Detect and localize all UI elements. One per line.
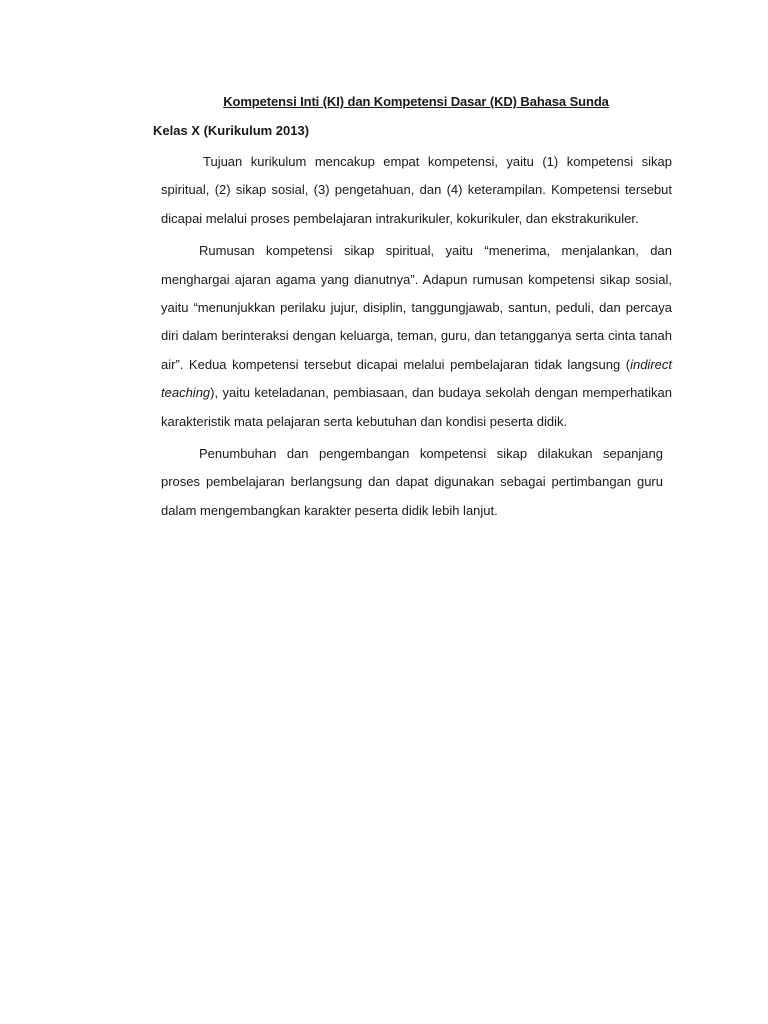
paragraph-1: Tujuan kurikulum mencakup empat kompetensi, yaitu (1) kompetensi sikap spiritual, (2) sikap sosial, (3) pengetahuan, dan (4) keterampilan. Kompetensi tersebut dicapai melalui proses pembelajaran intrakurikuler, kokurikuler, dan ekstrakurikuler. xyxy=(161,154,672,226)
paragraph-2-text-start: Rumusan kompetensi sikap spiritual, yaitu “menerima, menjalankan, dan menghargai ajaran agama yang dianutnya”. Adapun rumusan kompetensi sikap sosial, yaitu “menunjukkan perilaku jujur, disiplin, tanggungjawab, santun, peduli, dan percaya diri dalam berinteraksi dengan keluarga, teman, guru, dan tetangganya serta cinta tanah air”. Kedua kompetensi tersebut dicapai melalui pembelajaran tidak langsung ( xyxy=(161,243,672,372)
document-title: Kompetensi Inti (KI) dan Kompetensi Dasar (KD) Bahasa Sunda xyxy=(223,94,609,109)
paragraph-2-italic-term: indirect teaching xyxy=(161,356,672,401)
paragraph-2 xyxy=(161,237,672,436)
paragraph-3: Penumbuhan dan pengembangan kompetensi sikap dilakukan sepanjang proses pembelajaran berlangsung dan dapat digunakan sebagai pertimbangan guru dalam mengembangkan karakter peserta didik lebih lanjut. xyxy=(161,446,663,518)
document-subtitle: Kelas X (Kurikulum 2013) xyxy=(153,123,310,138)
paragraph-2-text-end: ), yaitu keteladanan, pembiasaan, dan budaya sekolah dengan memperhatikan karakteristik mata pelajaran serta kebutuhan dan kondisi peserta didik. xyxy=(161,385,672,429)
document-body xyxy=(161,148,672,529)
